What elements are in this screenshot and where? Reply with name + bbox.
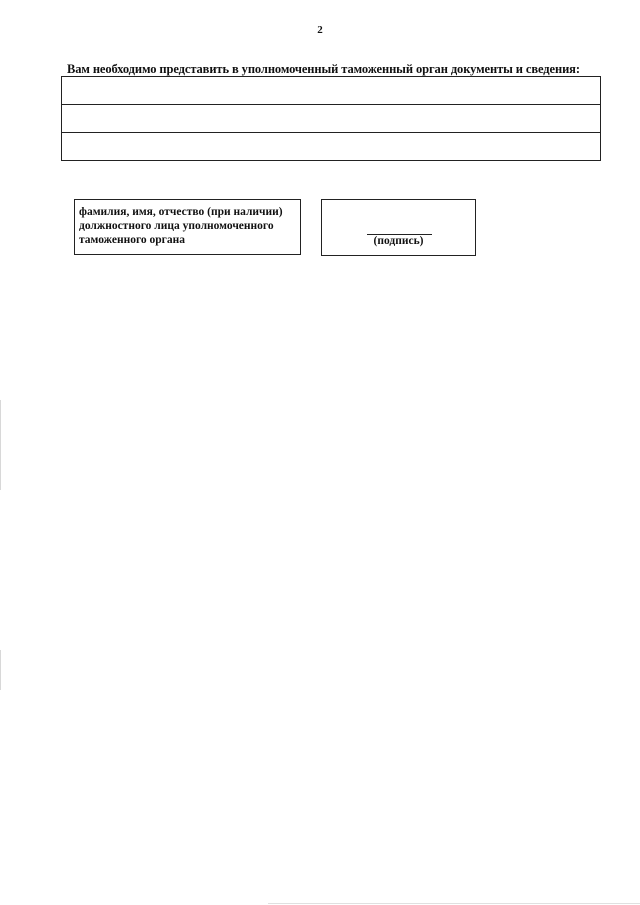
table-row bbox=[62, 133, 601, 161]
scan-bottom-mark bbox=[268, 903, 640, 904]
page-number: 2 bbox=[317, 24, 323, 36]
table-row bbox=[62, 105, 601, 133]
documents-request-heading: Вам необходимо представить в уполномоченный таможенный орган документы и сведения: bbox=[67, 62, 580, 76]
scan-edge-mark bbox=[0, 650, 1, 690]
scan-edge-mark bbox=[0, 400, 1, 490]
documents-cell-3 bbox=[62, 133, 601, 161]
documents-cell-1 bbox=[62, 77, 601, 105]
documents-cell-2 bbox=[62, 105, 601, 133]
official-name-line-2: должностного лица уполномоченного bbox=[79, 220, 274, 232]
official-name-line-1: фамилия, имя, отчество (при наличии) bbox=[79, 206, 283, 218]
signature-box bbox=[321, 199, 476, 256]
official-name-box bbox=[74, 199, 301, 255]
official-name-line-3: таможенного органа bbox=[79, 234, 186, 246]
signature-caption: (подпись) bbox=[373, 235, 424, 247]
table-row bbox=[62, 77, 601, 105]
documents-table bbox=[61, 76, 601, 161]
